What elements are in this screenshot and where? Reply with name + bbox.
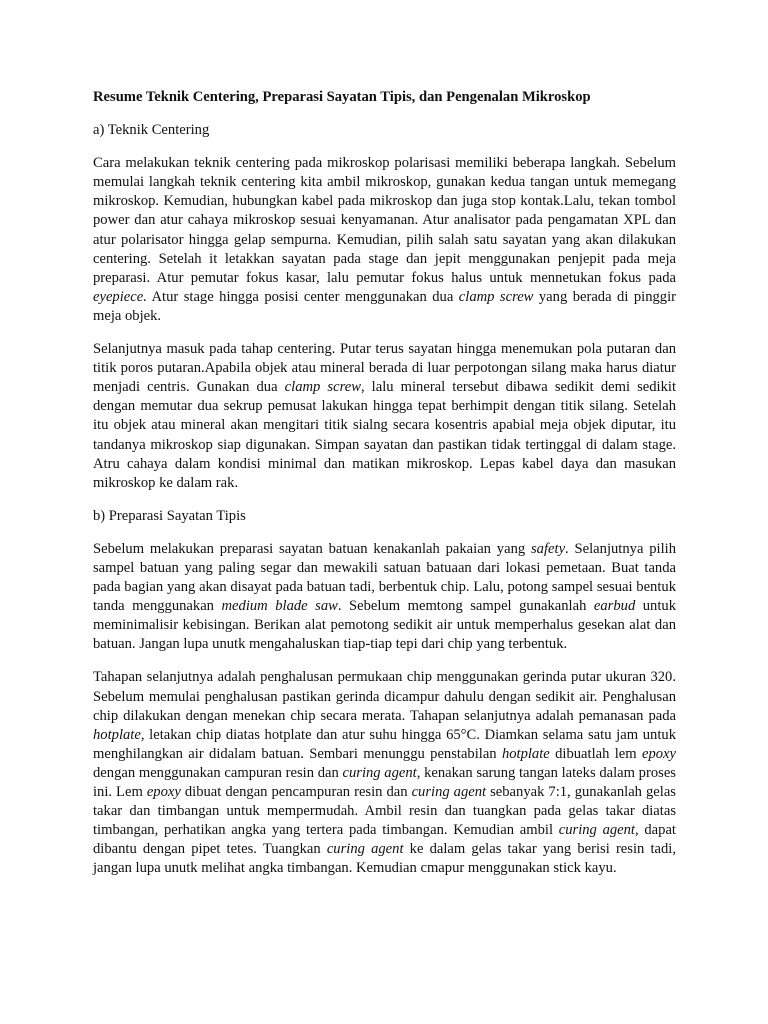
italic-term: curing agent (558, 822, 635, 839)
document-page (93, 88, 676, 892)
text-run: , kenakan sarung tangan lateks dalam proses ini. Lem (93, 764, 676, 800)
text-run: . Selanjutnya pilih sampel batuan yang paling segar dan mewakili satuan batuaan dari lokasi pemetaan. Buat tanda pada bagian yang akan disayat pada batuan tadi, berbentuk chip. Lalu, potong sampel sesuai bentuk tanda menggunakan (93, 540, 676, 615)
section-heading-teknik-centering: a) Teknik Centering (93, 122, 210, 139)
italic-term: medium blade saw (221, 598, 338, 615)
italic-term: curing agent (411, 784, 487, 800)
italic-term: clamp screw (458, 288, 534, 305)
text-run: Atur stage hingga posisi center menggunakan dua (146, 288, 459, 305)
text-run: Selanjutnya masuk pada tahap centering. Putar terus sayatan hingga menemukan pola putaran dan titik poros putaran.Apabila objek atau mineral berada di luar perpotongan silang maka harus diatur menjadi centris. Gunakan dua (93, 341, 676, 396)
italic-term: curing agent (342, 764, 417, 781)
text-run: untuk meminimalisir kebisingan. Berikan alat pemotong sedikit air untuk memperhalus gesekan alat dan batuan. Jangan lupa unutk mengahaluskan tiap-tiap tepi dari chip yang terbentuk. (93, 598, 677, 653)
section-heading-preparasi-sayatan: b) Preparasi Sayatan Tipis (93, 507, 246, 524)
italic-term: hotplate (501, 745, 550, 762)
document-title: Resume Teknik Centering, Preparasi Sayatan Tipis, dan Pengenalan Mikroskop (93, 89, 591, 105)
text-run: Sebelum melakukan preparasi sayatan batuan kenakanlah pakaian yang (93, 540, 531, 557)
paragraph (93, 540, 676, 655)
text-run: , dapat dibantu dengan pipet tetes. Tuangkan (93, 822, 676, 858)
italic-term: safety (531, 540, 566, 557)
text-run: ke dalam gelas takar yang berisi resin tadi, jangan lupa unutk melihat angka timbangan. Kemudian cmapur menggunakan stick kayu. (93, 841, 676, 877)
italic-term: hotplate (93, 726, 141, 743)
italic-term: epoxy (641, 745, 676, 762)
text-run: dengan menggunakan campuran resin dan (93, 764, 343, 781)
paragraph (93, 340, 676, 493)
text-run: Cara melakukan teknik centering pada mikroskop polarisasi memiliki beberapa langkah. Sebelum memulai langkah teknik centering kita ambil mikroskop, gunakan kedua tangan untuk memegang mikroskop. Kemudian, hubungkan kabel pada mikroskop dan juga stop kontak.Lalu, tekan tombol power dan atur cahaya mikroskop sesuai kenyamanan. Atur analisator pada pengamatan XPL dan atur polarisator hingga gelap sempurna. Kemudian, pilih salah satu sayatan yang akan dilakukan centering. Setelah it letakkan sayatan pada stage dan jepit menggunakan penjepit pada meja preparasi. Atur pemutar fokus kasar, lalu pemutar fokus halus untuk mennetukan fokus pada (93, 155, 676, 286)
text-run: sebanyak 7:1, gunakanlah gelas takar dan timbangan untuk mempermudah. Ambil resin dan tuangkan pada gelas takar diatas timbangan, perhatikan angka yang tertera pada timbangan. Kemudian ambil (93, 784, 676, 839)
italic-term: epoxy (146, 784, 181, 800)
paragraph (93, 154, 676, 326)
text-run: dibuatlah lem (549, 745, 642, 762)
italic-term: clamp screw (284, 379, 361, 396)
text-run: yang berada di pinggir meja objek. (93, 288, 676, 324)
text-run: Tahapan selanjutnya adalah penghalusan permukaan chip menggunakan gerinda putar ukuran 320. Sebelum memulai penghalusan pastikan gerinda dicampur dahulu dengan sedikit air. Penghalusan chip dilakukan dengan menekan chip secara merata. Tahapan selanjutnya adalah pemanasan pada (93, 669, 676, 724)
text-run: . Sebelum memtong sampel gunakanlah (337, 598, 594, 615)
text-run: , letakan chip diatas hotplate dan atur suhu hingga 65°C. Diamkan selama satu jam untuk menghilangkan air didalam batuan. Sembari menunggu penstabilan (93, 726, 676, 762)
italic-term: eyepiece. (93, 288, 147, 305)
italic-term: earbud (593, 598, 636, 615)
text-run: dibuat dengan pencampuran resin dan (180, 784, 412, 800)
paragraph (93, 668, 676, 878)
text-run: , lalu mineral tersebut dibawa sedikit demi sedikit dengan memutar dua sekrup pemusat lakukan hingga tepat berhimpit dengan titik silang. Setelah itu objek atau mineral akan mengitari titik sialng secara kosentris apabial meja objek diputar, itu tandanya mikroskop siap digunakan. Simpan sayatan dan pastikan tidak tertinggal di dalam stage. Atru cahaya dalam kondisi minimal dan matikan mikroskop. Lepas kabel daya dan masukan mikroskop ke dalam rak. (93, 379, 677, 491)
italic-term: curing agent (326, 841, 404, 858)
